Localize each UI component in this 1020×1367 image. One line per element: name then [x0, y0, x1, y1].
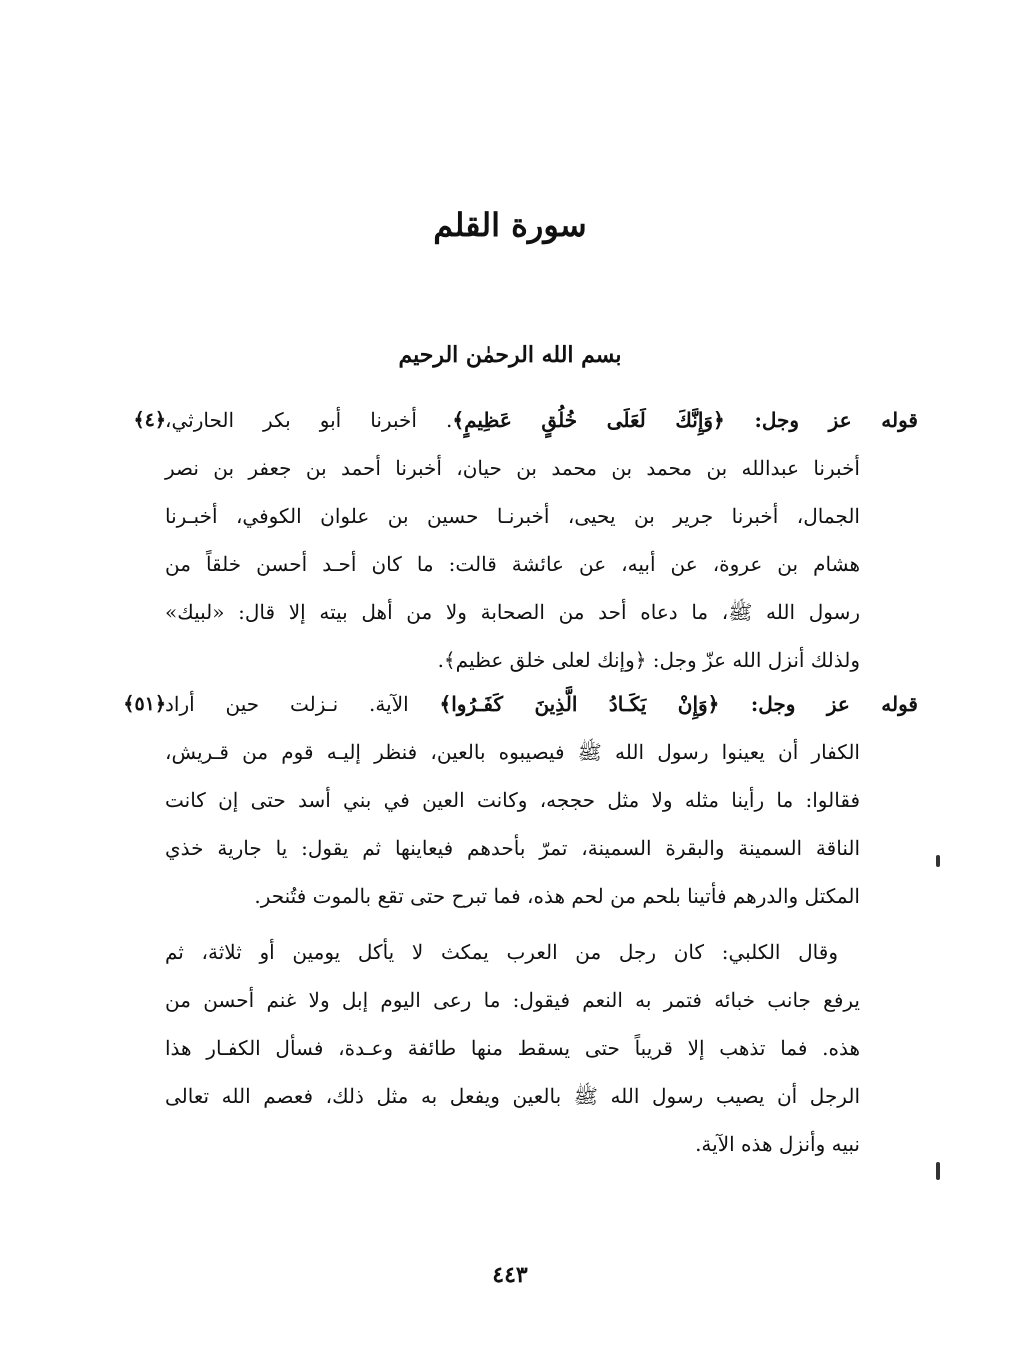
- text-line: ولذلك أنزل الله عزّ وجل: ﴿وإنك لعلى خلق عظيم﴾.: [437, 648, 860, 672]
- commentary-section-2: [123, 680, 918, 920]
- commentary-section-1: [133, 396, 918, 684]
- text-line: نبيه وأنزل هذه الآية.: [695, 1132, 860, 1156]
- text-line: فقالوا: ما رأينا مثله ولا مثل حججه، وكانت العين في بني أسد حتى إن كانت: [165, 788, 860, 812]
- text-line: الكفار أن يعينوا رسول الله ﷺ فيصيبوه بالعين، فنظر إليـه قوم من قـريش،: [165, 740, 860, 764]
- text-line: أخبرنا عبدالله بن محمد بن محمد بن حيان، أخبرنا أحمد بن جعفر بن نصر: [165, 456, 860, 480]
- text-line: المكتل والدرهم فأتينا بلحم من لحم هذه، فما تبرح حتى تقع بالموت فتُنحر.: [254, 884, 860, 908]
- text-line: رسول الله ﷺ، ما دعاه أحد من الصحابة ولا من أهل بيته إلا قال: «لبيك»: [165, 600, 860, 624]
- commentary-section-3: [165, 928, 860, 1168]
- quran-quote: ﴿وَإِنْ يَكَـادُ الَّذِينَ كَفَـرُوا﴾: [439, 692, 720, 716]
- text-line: الجمال، أخبرنا جرير بن يحيى، أخبرنـا حسين بن علوان الكوفي، أخبـرنا: [165, 504, 860, 528]
- text-run: . أخبرنا أبو بكر الحارثي،: [165, 408, 453, 432]
- verse-intro: قوله عز وجل:: [719, 692, 918, 716]
- section-first-line: [133, 396, 918, 444]
- text-line: يرفع جانب خبائه فتمر به النعم فيقول: ما رعى اليوم إبل ولا غنم أحسن من: [165, 988, 860, 1012]
- text-line: الناقة السمينة والبقرة السمينة، تمرّ بأحدهم فيعاينها ثم يقول: يا جارية خذي: [165, 836, 860, 860]
- page-number: ٤٤٣: [492, 1262, 528, 1288]
- text-line: هشام بن عروة، عن أبيه، عن عائشة قالت: ما كان أحـد أحسن خلقاً من: [165, 552, 860, 576]
- surah-title: سورة القلم: [433, 206, 587, 244]
- text-line: هذه. فما تذهب إلا قريباً حتى يسقط منها طائفة وعـدة، فسأل الكفـار هذا: [165, 1036, 860, 1060]
- text-line: وقال الكلبي: كان رجل من العرب يمكث لا يأكل يومين أو ثلاثة، ثم: [165, 940, 838, 964]
- verse-number-marker: ﴿٥١﴾: [123, 693, 166, 715]
- scan-edge-mark: [936, 855, 940, 867]
- section-first-line: [123, 680, 918, 728]
- verse-intro: قوله عز وجل:: [724, 408, 918, 432]
- text-line: الرجل أن يصيب رسول الله ﷺ بالعين ويفعل به مثل ذلك، فعصم الله تعالى: [165, 1084, 860, 1108]
- basmala: بسم الله الرحمٰن الرحيم: [398, 342, 622, 368]
- text-run: الآية. نـزلت حين أراد: [165, 692, 440, 716]
- quran-quote: ﴿وَإِنَّكَ لَعَلَى خُلُقٍ عَظِيمٍ﴾: [452, 408, 725, 432]
- verse-number-marker: ﴿٤﴾: [133, 409, 166, 431]
- scan-edge-mark: [936, 1162, 940, 1180]
